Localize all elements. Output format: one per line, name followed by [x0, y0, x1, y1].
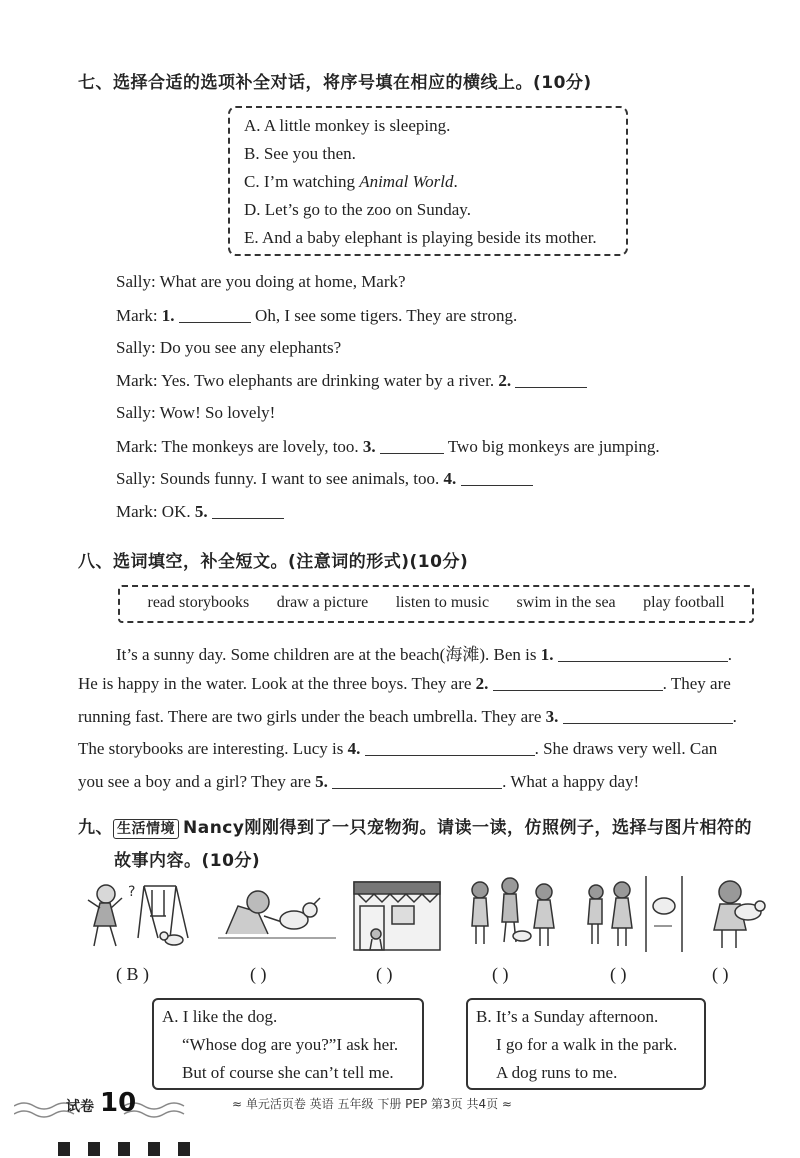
option-e: E. And a baby elephant is playing beside its mother.: [244, 228, 597, 247]
answer-blank[interactable]: [380, 436, 444, 454]
dialogue-text: Mark: Yes. Two elephants are drinking water by a river.: [116, 371, 499, 390]
passage-text: The storybooks are interesting. Lucy is: [78, 739, 348, 758]
section8-title: 八、选词填空，补全短文。(注意词的形式)(10分): [78, 552, 469, 572]
answer-blank[interactable]: [558, 644, 728, 662]
footer-info: ≈ 单元活页卷 英语 五年级 下册 PEP 第3页 共4页 ≈: [232, 1097, 512, 1111]
blank-number: 1.: [161, 306, 175, 325]
passage-text: . What a happy day!: [502, 772, 640, 791]
footer-bar-marks: [58, 1142, 198, 1156]
dialogue-line: [116, 436, 660, 457]
story-box-a: [152, 998, 424, 1090]
passage-text: . They are: [662, 674, 731, 693]
passage-text: It’s a sunny day. Some children are at the beach(海滩). Ben is: [116, 645, 541, 664]
dialogue-line: [116, 305, 517, 326]
passage-text: He is happy in the water. Look at the three boys. They are: [78, 674, 476, 693]
blank-number: 5.: [194, 502, 208, 521]
girl-holding-dog-icon: [696, 876, 776, 952]
dialogue-line: [116, 370, 587, 391]
girls-at-door-icon: [580, 876, 686, 952]
dialogue-line: [116, 501, 284, 522]
option-d: D. Let’s go to the zoo on Sunday.: [244, 200, 471, 219]
word-bank-item: play football: [643, 594, 725, 611]
section9-title: [78, 813, 752, 839]
passage-line: [78, 706, 737, 727]
girl-hugging-dog-icon: [218, 876, 336, 952]
story-line: A. I like the dog.: [162, 1007, 278, 1026]
dialogue-text: Two big monkeys are jumping.: [443, 437, 660, 456]
blank-number: 2.: [498, 371, 512, 390]
blank-number: 1.: [540, 645, 554, 664]
dialogue-text: Mark:: [116, 306, 162, 325]
section9-instruction: Nancy刚刚得到了一只宠物狗。请读一读，仿照例子，选择与图片相符的: [183, 818, 752, 838]
passage-line: [78, 738, 717, 759]
picture-answer[interactable]: ( B ): [116, 964, 149, 984]
passage-line: [78, 771, 639, 792]
dialogue-line: [116, 272, 406, 292]
picture-answer[interactable]: ( ): [712, 964, 729, 984]
answer-blank[interactable]: [365, 738, 535, 756]
footer-label: 试卷: [66, 1099, 94, 1115]
story-box-b: [466, 998, 706, 1090]
blank-number: 3.: [362, 437, 376, 456]
picture-answer[interactable]: ( ): [610, 964, 627, 984]
dialogue-text: Sally: What are you doing at home, Mark?: [116, 272, 406, 291]
blank-number: 2.: [475, 674, 489, 693]
option-c-suffix: .: [453, 172, 458, 191]
word-bank: [118, 585, 754, 623]
option-a: A. A little monkey is sleeping.: [244, 116, 451, 135]
svg-text:?: ?: [128, 884, 136, 900]
story-line: But of course she can’t tell me.: [182, 1063, 394, 1082]
dialogue-line: [116, 338, 341, 358]
passage-text: .: [732, 707, 737, 726]
option-c-title: Animal World: [359, 172, 454, 191]
picture-answer[interactable]: ( ): [492, 964, 509, 984]
girl-swing-dog-icon: [78, 876, 190, 952]
answer-blank[interactable]: [563, 706, 733, 724]
story-line: A dog runs to me.: [496, 1063, 618, 1082]
option-b: B. See you then.: [244, 144, 356, 163]
word-bank-item: draw a picture: [276, 594, 369, 611]
blank-number: 4.: [347, 739, 361, 758]
story-line: B. It’s a Sunday afternoon.: [476, 1007, 659, 1026]
blank-number: 5.: [315, 772, 328, 791]
dialogue-text: Mark: The monkeys are lovely, too.: [116, 437, 363, 456]
picture-answer[interactable]: ( ): [376, 964, 393, 984]
answer-blank[interactable]: [515, 370, 587, 388]
answer-blank[interactable]: [212, 501, 284, 519]
dialogue-text: Oh, I see some tigers. They are strong.: [250, 306, 518, 325]
passage-line: [78, 673, 731, 694]
passage-text: you see a boy and a girl? They are: [78, 772, 316, 791]
word-bank-item: swim in the sea: [516, 594, 616, 611]
dialogue-text: Sally: Do you see any elephants?: [116, 338, 342, 357]
answer-blank[interactable]: [179, 305, 251, 323]
section7-title: 七、选择合适的选项补全对话，将序号填在相应的横线上。(10分): [78, 73, 592, 93]
children-with-dog-icon: [462, 876, 566, 952]
dialogue-text: Mark: OK.: [116, 502, 195, 521]
passage-text: running fast. There are two girls under the beach umbrella. They are: [78, 707, 546, 726]
answer-blank[interactable]: [332, 771, 502, 789]
context-tag: 生活情境: [113, 819, 179, 839]
option-c: [244, 172, 458, 192]
pet-shop-icon: [352, 876, 444, 952]
section7-options-box: [228, 106, 628, 256]
blank-number: 3.: [545, 707, 559, 726]
dialogue-line: [116, 468, 533, 489]
option-c-prefix: C. I’m watching: [244, 172, 360, 191]
section9-title-line2: 故事内容。(10分): [114, 851, 261, 871]
story-line: I go for a walk in the park.: [496, 1035, 678, 1054]
blank-number: 4.: [443, 469, 457, 488]
dialogue-line: [116, 403, 275, 423]
section9-number: 九、: [78, 818, 113, 838]
answer-blank[interactable]: [461, 468, 533, 486]
word-bank-item: listen to music: [395, 594, 490, 611]
dialogue-text: Sally: Wow! So lovely!: [116, 403, 276, 422]
story-line: “Whose dog are you?”I ask her.: [182, 1035, 399, 1054]
passage-text: . She draws very well. Can: [534, 739, 718, 758]
picture-answer[interactable]: ( ): [250, 964, 267, 984]
passage-text: .: [727, 645, 732, 664]
dialogue-text: Sally: Sounds funny. I want to see animals, too.: [116, 469, 444, 488]
footer-page-number: 10: [100, 1088, 137, 1118]
answer-blank[interactable]: [493, 673, 663, 691]
passage-line: [116, 640, 732, 665]
word-bank-item: read storybooks: [147, 594, 250, 611]
